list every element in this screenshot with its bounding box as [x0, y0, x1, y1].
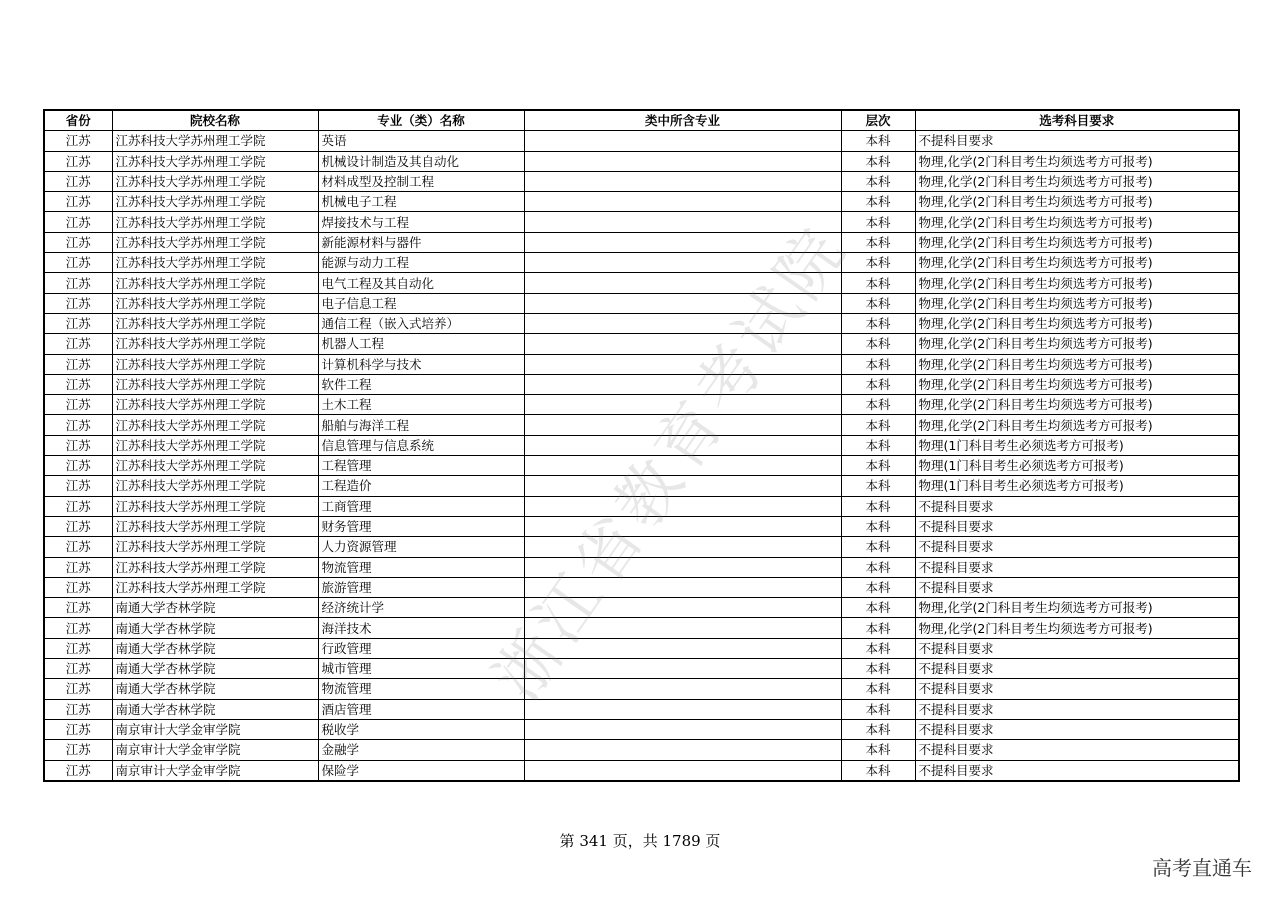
table-row: [44, 395, 1239, 415]
included-majors-cell: [524, 618, 841, 638]
table-row: [44, 557, 1239, 577]
included-majors-cell: [524, 313, 841, 333]
major-name-cell: 物流管理: [318, 557, 524, 577]
table-row: [44, 618, 1239, 638]
subject-requirement-cell: 物理,化学(2门科目考生均须选考方可报考): [915, 313, 1239, 333]
major-name-cell: 机械设计制造及其自动化: [318, 151, 524, 171]
included-majors-cell: [524, 516, 841, 536]
level-cell: 本科: [841, 537, 915, 557]
level-cell: 本科: [841, 151, 915, 171]
table-header-row: [44, 110, 1239, 131]
province-cell: 江苏: [44, 131, 112, 151]
province-cell: 江苏: [44, 659, 112, 679]
table-row: [44, 273, 1239, 293]
brand-logo-text: 高考直通车: [1152, 856, 1252, 880]
table-row: [44, 577, 1239, 597]
major-name-cell: 信息管理与信息系统: [318, 435, 524, 455]
included-majors-cell: [524, 232, 841, 252]
subject-requirement-cell: 不提科目要求: [915, 719, 1239, 739]
subject-requirement-cell: 物理,化学(2门科目考生均须选考方可报考): [915, 273, 1239, 293]
included-majors-cell: [524, 557, 841, 577]
included-majors-cell: [524, 638, 841, 658]
subject-requirement-cell: 物理,化学(2门科目考生均须选考方可报考): [915, 253, 1239, 273]
subject-requirement-cell: 物理,化学(2门科目考生均须选考方可报考): [915, 395, 1239, 415]
major-name-cell: 经济统计学: [318, 598, 524, 618]
major-name-cell: 旅游管理: [318, 577, 524, 597]
included-majors-cell: [524, 273, 841, 293]
school-name-cell: 江苏科技大学苏州理工学院: [112, 212, 318, 232]
level-cell: 本科: [841, 699, 915, 719]
major-name-cell: 电子信息工程: [318, 293, 524, 313]
included-majors-cell: [524, 293, 841, 313]
table-row: [44, 151, 1239, 171]
subject-requirement-cell: 物理(1门科目考生必须选考方可报考): [915, 476, 1239, 496]
level-cell: 本科: [841, 131, 915, 151]
school-name-cell: 南通大学杏林学院: [112, 679, 318, 699]
major-name-cell: 机器人工程: [318, 334, 524, 354]
included-majors-cell: [524, 537, 841, 557]
included-majors-cell: [524, 131, 841, 151]
province-cell: 江苏: [44, 516, 112, 536]
level-cell: 本科: [841, 638, 915, 658]
school-name-cell: 江苏科技大学苏州理工学院: [112, 415, 318, 435]
table-row: [44, 435, 1239, 455]
province-cell: 江苏: [44, 253, 112, 273]
school-name-cell: 江苏科技大学苏州理工学院: [112, 192, 318, 212]
table-row: [44, 740, 1239, 760]
major-name-cell: 土木工程: [318, 395, 524, 415]
major-name-cell: 财务管理: [318, 516, 524, 536]
major-name-cell: 保险学: [318, 760, 524, 781]
subject-requirement-cell: 物理(1门科目考生必须选考方可报考): [915, 456, 1239, 476]
school-name-cell: 江苏科技大学苏州理工学院: [112, 496, 318, 516]
level-cell: 本科: [841, 719, 915, 739]
level-cell: 本科: [841, 232, 915, 252]
included-majors-cell: [524, 659, 841, 679]
school-name-cell: 江苏科技大学苏州理工学院: [112, 273, 318, 293]
header-province: 省份: [44, 110, 112, 131]
major-name-cell: 软件工程: [318, 374, 524, 394]
level-cell: 本科: [841, 395, 915, 415]
subject-requirement-cell: 不提科目要求: [915, 638, 1239, 658]
subject-requirement-cell: 不提科目要求: [915, 557, 1239, 577]
major-name-cell: 材料成型及控制工程: [318, 171, 524, 191]
included-majors-cell: [524, 719, 841, 739]
school-name-cell: 江苏科技大学苏州理工学院: [112, 537, 318, 557]
province-cell: 江苏: [44, 618, 112, 638]
major-name-cell: 税收学: [318, 719, 524, 739]
included-majors-cell: [524, 374, 841, 394]
included-majors-cell: [524, 192, 841, 212]
subject-requirement-cell: 不提科目要求: [915, 516, 1239, 536]
included-majors-cell: [524, 577, 841, 597]
province-cell: 江苏: [44, 192, 112, 212]
included-majors-cell: [524, 253, 841, 273]
table-row: [44, 516, 1239, 536]
subject-requirement-cell: 物理,化学(2门科目考生均须选考方可报考): [915, 618, 1239, 638]
table-row: [44, 456, 1239, 476]
school-name-cell: 南通大学杏林学院: [112, 618, 318, 638]
watermark: 浙江省教育考试院: [480, 212, 863, 714]
level-cell: 本科: [841, 171, 915, 191]
included-majors-cell: [524, 699, 841, 719]
header-included-majors: 类中所含专业: [524, 110, 841, 131]
table-row: [44, 171, 1239, 191]
table-row: [44, 719, 1239, 739]
level-cell: 本科: [841, 435, 915, 455]
major-name-cell: 机械电子工程: [318, 192, 524, 212]
school-name-cell: 南通大学杏林学院: [112, 638, 318, 658]
included-majors-cell: [524, 760, 841, 781]
level-cell: 本科: [841, 415, 915, 435]
major-name-cell: 人力资源管理: [318, 537, 524, 557]
province-cell: 江苏: [44, 354, 112, 374]
included-majors-cell: [524, 496, 841, 516]
included-majors-cell: [524, 598, 841, 618]
school-name-cell: 江苏科技大学苏州理工学院: [112, 171, 318, 191]
subject-requirement-cell: 物理(1门科目考生必须选考方可报考): [915, 435, 1239, 455]
table-row: [44, 131, 1239, 151]
major-name-cell: 能源与动力工程: [318, 253, 524, 273]
province-cell: 江苏: [44, 740, 112, 760]
major-name-cell: 英语: [318, 131, 524, 151]
included-majors-cell: [524, 435, 841, 455]
province-cell: 江苏: [44, 537, 112, 557]
included-majors-cell: [524, 679, 841, 699]
province-cell: 江苏: [44, 395, 112, 415]
level-cell: 本科: [841, 516, 915, 536]
major-name-cell: 城市管理: [318, 659, 524, 679]
school-name-cell: 江苏科技大学苏州理工学院: [112, 476, 318, 496]
table-row: [44, 679, 1239, 699]
school-name-cell: 南京审计大学金审学院: [112, 719, 318, 739]
level-cell: 本科: [841, 760, 915, 781]
province-cell: 江苏: [44, 719, 112, 739]
major-name-cell: 工商管理: [318, 496, 524, 516]
table-row: [44, 659, 1239, 679]
province-cell: 江苏: [44, 476, 112, 496]
table-row: [44, 496, 1239, 516]
included-majors-cell: [524, 415, 841, 435]
school-name-cell: 江苏科技大学苏州理工学院: [112, 395, 318, 415]
province-cell: 江苏: [44, 760, 112, 781]
included-majors-cell: [524, 151, 841, 171]
level-cell: 本科: [841, 740, 915, 760]
school-name-cell: 江苏科技大学苏州理工学院: [112, 232, 318, 252]
subject-requirement-cell: 物理,化学(2门科目考生均须选考方可报考): [915, 415, 1239, 435]
subject-requirement-cell: 不提科目要求: [915, 131, 1239, 151]
header-level: 层次: [841, 110, 915, 131]
subject-requirement-cell: 不提科目要求: [915, 537, 1239, 557]
subject-requirement-cell: 物理,化学(2门科目考生均须选考方可报考): [915, 232, 1239, 252]
school-name-cell: 江苏科技大学苏州理工学院: [112, 577, 318, 597]
province-cell: 江苏: [44, 496, 112, 516]
level-cell: 本科: [841, 476, 915, 496]
table-row: [44, 232, 1239, 252]
major-name-cell: 酒店管理: [318, 699, 524, 719]
level-cell: 本科: [841, 313, 915, 333]
school-name-cell: 江苏科技大学苏州理工学院: [112, 313, 318, 333]
province-cell: 江苏: [44, 212, 112, 232]
level-cell: 本科: [841, 334, 915, 354]
province-cell: 江苏: [44, 151, 112, 171]
school-name-cell: 江苏科技大学苏州理工学院: [112, 516, 318, 536]
school-name-cell: 江苏科技大学苏州理工学院: [112, 151, 318, 171]
subject-requirement-cell: 不提科目要求: [915, 699, 1239, 719]
header-school-name: 院校名称: [112, 110, 318, 131]
school-name-cell: 江苏科技大学苏州理工学院: [112, 253, 318, 273]
included-majors-cell: [524, 354, 841, 374]
major-name-cell: 工程造价: [318, 476, 524, 496]
school-name-cell: 江苏科技大学苏州理工学院: [112, 293, 318, 313]
major-name-cell: 船舶与海洋工程: [318, 415, 524, 435]
subject-requirement-cell: 不提科目要求: [915, 659, 1239, 679]
province-cell: 江苏: [44, 273, 112, 293]
included-majors-cell: [524, 334, 841, 354]
major-name-cell: 海洋技术: [318, 618, 524, 638]
school-name-cell: 南通大学杏林学院: [112, 699, 318, 719]
level-cell: 本科: [841, 456, 915, 476]
subject-requirement-cell: 物理,化学(2门科目考生均须选考方可报考): [915, 598, 1239, 618]
included-majors-cell: [524, 456, 841, 476]
school-name-cell: 江苏科技大学苏州理工学院: [112, 131, 318, 151]
school-name-cell: 江苏科技大学苏州理工学院: [112, 374, 318, 394]
included-majors-cell: [524, 740, 841, 760]
table-row: [44, 253, 1239, 273]
school-name-cell: 江苏科技大学苏州理工学院: [112, 456, 318, 476]
table-row: [44, 374, 1239, 394]
included-majors-cell: [524, 476, 841, 496]
province-cell: 江苏: [44, 557, 112, 577]
level-cell: 本科: [841, 598, 915, 618]
subject-requirement-cell: 物理,化学(2门科目考生均须选考方可报考): [915, 192, 1239, 212]
subject-requirement-cell: 物理,化学(2门科目考生均须选考方可报考): [915, 293, 1239, 313]
table-row: [44, 476, 1239, 496]
table-row: [44, 354, 1239, 374]
included-majors-cell: [524, 395, 841, 415]
table-row: [44, 598, 1239, 618]
level-cell: 本科: [841, 253, 915, 273]
province-cell: 江苏: [44, 598, 112, 618]
level-cell: 本科: [841, 496, 915, 516]
table-row: [44, 192, 1239, 212]
table-row: [44, 293, 1239, 313]
table-body: [44, 131, 1239, 781]
subject-requirement-cell: 不提科目要求: [915, 577, 1239, 597]
level-cell: 本科: [841, 659, 915, 679]
table-row: [44, 699, 1239, 719]
province-cell: 江苏: [44, 577, 112, 597]
province-cell: 江苏: [44, 374, 112, 394]
subject-requirement-cell: 不提科目要求: [915, 679, 1239, 699]
level-cell: 本科: [841, 192, 915, 212]
subject-requirement-cell: 物理,化学(2门科目考生均须选考方可报考): [915, 374, 1239, 394]
subject-requirement-cell: 物理,化学(2门科目考生均须选考方可报考): [915, 151, 1239, 171]
province-cell: 江苏: [44, 415, 112, 435]
school-name-cell: 江苏科技大学苏州理工学院: [112, 557, 318, 577]
page-number: 第 341 页，共 1789 页: [559, 832, 721, 850]
province-cell: 江苏: [44, 699, 112, 719]
province-cell: 江苏: [44, 232, 112, 252]
major-name-cell: 焊接技术与工程: [318, 212, 524, 232]
level-cell: 本科: [841, 557, 915, 577]
subject-requirement-cell: 物理,化学(2门科目考生均须选考方可报考): [915, 334, 1239, 354]
level-cell: 本科: [841, 354, 915, 374]
table-row: [44, 638, 1239, 658]
subject-requirement-cell: 不提科目要求: [915, 760, 1239, 781]
school-name-cell: 江苏科技大学苏州理工学院: [112, 334, 318, 354]
province-cell: 江苏: [44, 435, 112, 455]
level-cell: 本科: [841, 212, 915, 232]
major-name-cell: 计算机科学与技术: [318, 354, 524, 374]
table-row: [44, 334, 1239, 354]
school-name-cell: 南京审计大学金审学院: [112, 760, 318, 781]
school-name-cell: 南通大学杏林学院: [112, 598, 318, 618]
subject-requirement-cell: 不提科目要求: [915, 740, 1239, 760]
major-name-cell: 新能源材料与器件: [318, 232, 524, 252]
province-cell: 江苏: [44, 334, 112, 354]
level-cell: 本科: [841, 374, 915, 394]
major-name-cell: 工程管理: [318, 456, 524, 476]
included-majors-cell: [524, 171, 841, 191]
major-name-cell: 物流管理: [318, 679, 524, 699]
subject-requirement-cell: 物理,化学(2门科目考生均须选考方可报考): [915, 212, 1239, 232]
table-row: [44, 415, 1239, 435]
major-name-cell: 通信工程（嵌入式培养）: [318, 313, 524, 333]
province-cell: 江苏: [44, 313, 112, 333]
level-cell: 本科: [841, 679, 915, 699]
included-majors-cell: [524, 212, 841, 232]
admission-requirements-table: [43, 109, 1240, 782]
level-cell: 本科: [841, 577, 915, 597]
level-cell: 本科: [841, 293, 915, 313]
subject-requirement-cell: 不提科目要求: [915, 496, 1239, 516]
province-cell: 江苏: [44, 293, 112, 313]
level-cell: 本科: [841, 273, 915, 293]
table-row: [44, 212, 1239, 232]
table-row: [44, 760, 1239, 781]
subject-requirement-cell: 物理,化学(2门科目考生均须选考方可报考): [915, 354, 1239, 374]
province-cell: 江苏: [44, 456, 112, 476]
table-row: [44, 537, 1239, 557]
level-cell: 本科: [841, 618, 915, 638]
province-cell: 江苏: [44, 679, 112, 699]
table-row: [44, 313, 1239, 333]
major-name-cell: 电气工程及其自动化: [318, 273, 524, 293]
major-name-cell: 行政管理: [318, 638, 524, 658]
school-name-cell: 江苏科技大学苏州理工学院: [112, 435, 318, 455]
subject-requirement-cell: 物理,化学(2门科目考生均须选考方可报考): [915, 171, 1239, 191]
province-cell: 江苏: [44, 638, 112, 658]
major-name-cell: 金融学: [318, 740, 524, 760]
school-name-cell: 南京审计大学金审学院: [112, 740, 318, 760]
school-name-cell: 南通大学杏林学院: [112, 659, 318, 679]
header-subject-requirements: 选考科目要求: [915, 110, 1239, 131]
header-major-name: 专业（类）名称: [318, 110, 524, 131]
province-cell: 江苏: [44, 171, 112, 191]
school-name-cell: 江苏科技大学苏州理工学院: [112, 354, 318, 374]
